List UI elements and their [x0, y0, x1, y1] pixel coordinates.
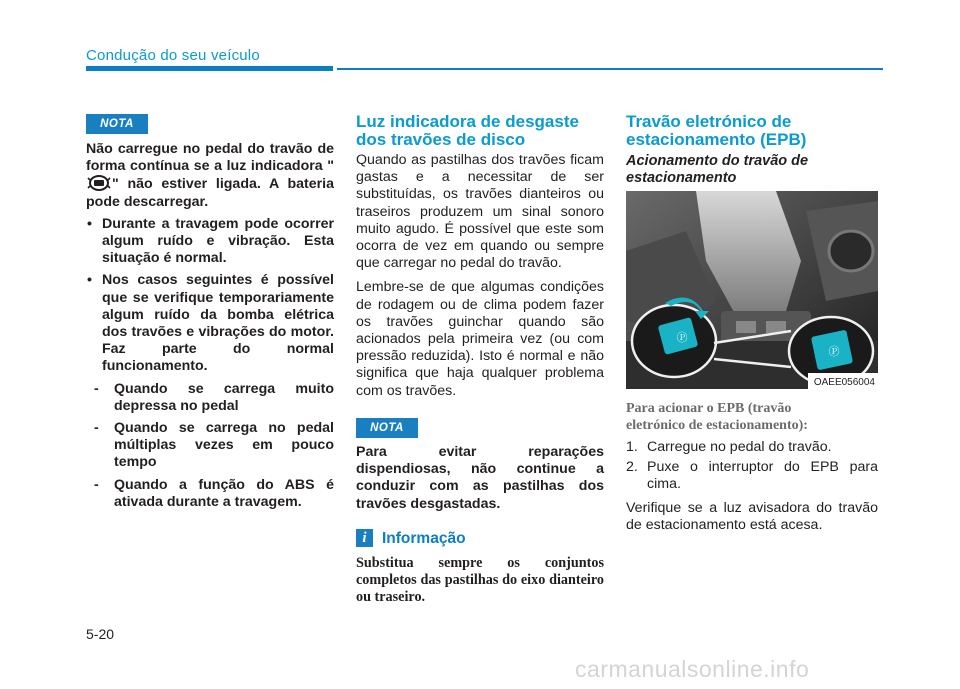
nota-intro	[86, 141, 334, 211]
title-line-1: Travão eletrónico de	[626, 112, 792, 131]
header-rule-thin	[337, 68, 883, 70]
epb-switch-photo	[626, 191, 878, 389]
dash: -	[94, 380, 99, 397]
epb-step-2	[626, 459, 878, 493]
epb-steps	[626, 437, 878, 534]
watermark: carmanualsonline.info	[575, 656, 810, 682]
title-line-2: dos travões de disco	[356, 130, 526, 149]
title-line-1: Luz indicadora de desgaste	[356, 112, 579, 131]
nota-intro-text-2: " não estiver ligada. A bateria pode descarregar.	[86, 176, 334, 210]
bullet-text-2: Nos casos seguintes é possível que se verifique temporariamente algum ruído da bomba elétrica dos travões e vibrações do motor. Faz parte do normal funcionamento.	[102, 272, 334, 375]
nota-badge-2: NOTA	[356, 418, 418, 438]
brake-wear-paragraph-2: Lembre-se de que algumas condições de rodagem ou de clima podem fazer os travões guinchar quando são acionados pela primeira vez (ou com pressão reduzida). Isto é normal e não significa que haja qualquer problema com os travões.	[356, 279, 604, 399]
epb-section-title	[626, 113, 878, 149]
image-code-label: OAEE056004	[813, 377, 875, 388]
bullet-text-1: Durante a travagem pode ocorrer algum ruído e vibração. Esta situação é normal.	[102, 215, 334, 267]
step-text-2: Puxe o interruptor do EPB para cima.	[647, 459, 878, 493]
info-icon: i	[356, 529, 373, 547]
brake-wear-paragraph-1: Quando as pastilhas dos travões ficam gastas e a necessitar de ser substituídas, os travões dianteiros ou traseiros produzem um sinal sonoro muito agudo. É possível que este som ocorra de vez em quando ou sempre que carregar no pedal do travão.	[356, 152, 604, 272]
nota-badge: NOTA	[86, 114, 148, 134]
caption-line-2: eletrónico de estacionamento):	[626, 418, 808, 433]
nota-content	[86, 141, 334, 511]
brake-pad-wear-indicator-icon	[86, 175, 112, 191]
nota-2-text: Para evitar reparações dispendiosas, não continue a conduzir com as pastilhas dos travões desgastadas.	[356, 444, 604, 512]
page-number: 5-20	[86, 626, 115, 642]
section-header-title: Condução do seu veículo	[86, 47, 260, 64]
info-content	[356, 555, 604, 606]
svg-text:Ⓟ: Ⓟ	[828, 345, 840, 358]
subtitle-line-2: estacionamento	[626, 170, 737, 186]
header-rule-thick	[86, 66, 333, 71]
dash: -	[94, 420, 99, 437]
step-number: 2.	[626, 459, 638, 476]
bullet-dot: •	[87, 215, 92, 232]
nota-intro-text-1: Não carregue no pedal do travão de forma contínua se a luz indicadora "	[86, 141, 334, 175]
nota-bullet-1	[86, 216, 334, 268]
bullet-dot: •	[87, 272, 92, 289]
nota-subitem-1	[94, 381, 334, 415]
step-number: 1.	[626, 439, 638, 455]
epb-step-1	[626, 439, 878, 456]
step-text-1: Carregue no pedal do travão.	[647, 439, 832, 455]
subitem-text-3: Quando a função do ABS é ativada durante a travagem.	[114, 476, 334, 510]
caption-line-1: Para acionar o EPB (travão	[626, 401, 792, 416]
epb-console-illustration	[626, 191, 878, 389]
nota-2-content	[356, 444, 604, 513]
dash: -	[94, 476, 99, 493]
svg-text:Ⓟ: Ⓟ	[676, 331, 688, 344]
title-line-2: estacionamento (EPB)	[626, 130, 807, 149]
nota-subitem-3	[94, 477, 334, 511]
brake-wear-body	[356, 152, 604, 400]
nota-subitem-2	[94, 420, 334, 472]
subitem-text-2: Quando se carrega no pedal múltiplas vezes em pouco tempo	[114, 420, 334, 471]
nota-bullet-2	[86, 272, 334, 375]
epb-subtitle	[626, 153, 878, 187]
info-text: Substitua sempre os conjuntos completos das pastilhas do eixo dianteiro ou traseiro.	[356, 555, 604, 605]
subtitle-line-1: Acionamento do travão de	[626, 153, 809, 169]
brake-wear-section-title	[356, 113, 606, 149]
epb-final-text: Verifique se a luz avisadora do travão de estacionamento está acesa.	[626, 499, 878, 533]
epb-caption	[626, 400, 878, 434]
info-label: Informação	[382, 530, 466, 547]
subitem-text-1: Quando se carrega muito depressa no pedal	[114, 380, 334, 414]
